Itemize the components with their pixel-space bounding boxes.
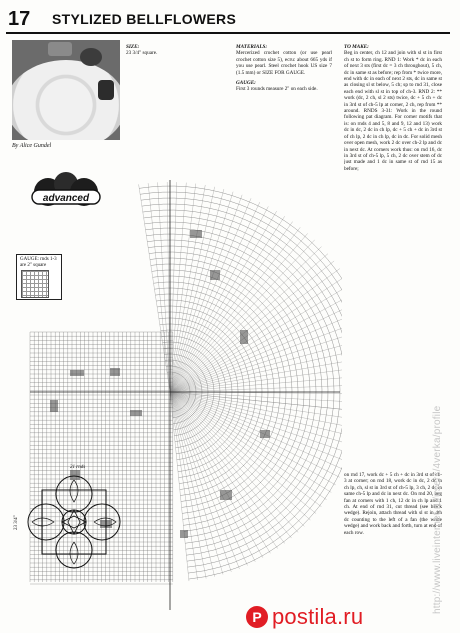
pattern-title: STYLIZED BELLFLOWERS bbox=[52, 11, 237, 27]
photo-object bbox=[80, 48, 102, 66]
badge-label: advanced bbox=[42, 193, 90, 204]
instructions-continued bbox=[344, 472, 442, 602]
postila-wordmark: postila.ru bbox=[272, 604, 364, 629]
motif-size-label: 23 3/4" bbox=[14, 515, 19, 530]
size-section bbox=[126, 44, 230, 57]
pattern-number: 17 bbox=[8, 8, 31, 30]
instructions-text: Beg in center, ch 12 and join with sl st in first ch st to form ring. RND 1: Work * dc in each of next 3 sts (first dc = 3 ch throughout), 5 ch, dc in same st as before; rep from * twice more, end with dc in each of next 2 sts, dc in same st as closing sl st below, 5 ch; sp to rnd 31, close each end with sl st in top of ch-3. RND 2: ** work (dc, 2 ch, sl 2 sts) twice, dc + 5 ch + dc in 3rd st of ch-5 lp at corner, 2 ch, rep from ** around. RNDS 3-31: Work in the round following pat diagram. For corner motifs that is: on rnds 4 and 5, 8 and 9, 12 and 13) work dc in dc, 2 dc in ch lp, dc + 5 ch + dc in 3rd st of ch lp, 2 dc in ch lp, dc in dc. For solid mesh over open mesh, work 2 dc over ch-2 lp and dc in next dc. At corners work thus: on rnd 16, dc in 3rd st of ch-5 lp, 5 ch, 2 dc over stem of dc just made and 1 dc in same st of rnd 15 as before; bbox=[344, 50, 442, 172]
gauge-text: First 3 rounds measure 2" on each side. bbox=[236, 86, 318, 93]
size-heading: SIZE: bbox=[126, 44, 140, 50]
instructions-section bbox=[344, 44, 442, 354]
motif-diagram bbox=[24, 472, 124, 572]
gauge-box-text: GAUGE: rnds 1-3 are 2" square bbox=[20, 257, 57, 268]
materials-heading: MATERIALS: bbox=[236, 44, 268, 50]
materials-text: Mercerized crochet cotton (or use pearl crochet cotton size 5), ecru: about 665 yds if you use pearl. Steel crochet hook US size 7 (1.5 mm) or SIZE FOR GAUGE. bbox=[236, 50, 332, 76]
designer-byline: By Alice Gundel bbox=[12, 143, 52, 149]
instructions-heading: TO MAKE: bbox=[344, 44, 369, 50]
watermark-url: http://www.liveinternet.ru/users/4verka/profile bbox=[432, 405, 443, 614]
pattern-header bbox=[6, 6, 450, 34]
motif-outline-icon bbox=[24, 472, 124, 572]
postila-mark-letter: P bbox=[252, 609, 262, 625]
postila-logo[interactable] bbox=[246, 604, 456, 630]
header-rule bbox=[6, 32, 450, 34]
photo-object bbox=[48, 42, 72, 56]
gauge-heading: GAUGE: bbox=[236, 80, 256, 87]
postila-mark-icon bbox=[246, 606, 268, 628]
size-text: 23 3/4" square. bbox=[126, 50, 158, 57]
instructions-text-continued: on rnd 17, work dc + 5 ch + dc in 3rd st of ch-3 at corner; on rnd 18, work dc in dc, 2 dc in ch lp, ch, sl st in 3rd st of ch-5 lp, 3 ch, 2 dc in same ch-5 lp and dc in next dc. On rnd 20, beg fan at corners with 1 ch, 12 dc in ch lp and 1 ch. At end of rnd 31, cut thread (see black wedge). Rejoin, attach thread with sl st in 4th dc counting to the left of a fan (the white wedge) and work back and forth, turn at end of each row. bbox=[344, 472, 442, 536]
motif-rounds-label: 21 rnds bbox=[70, 465, 86, 470]
